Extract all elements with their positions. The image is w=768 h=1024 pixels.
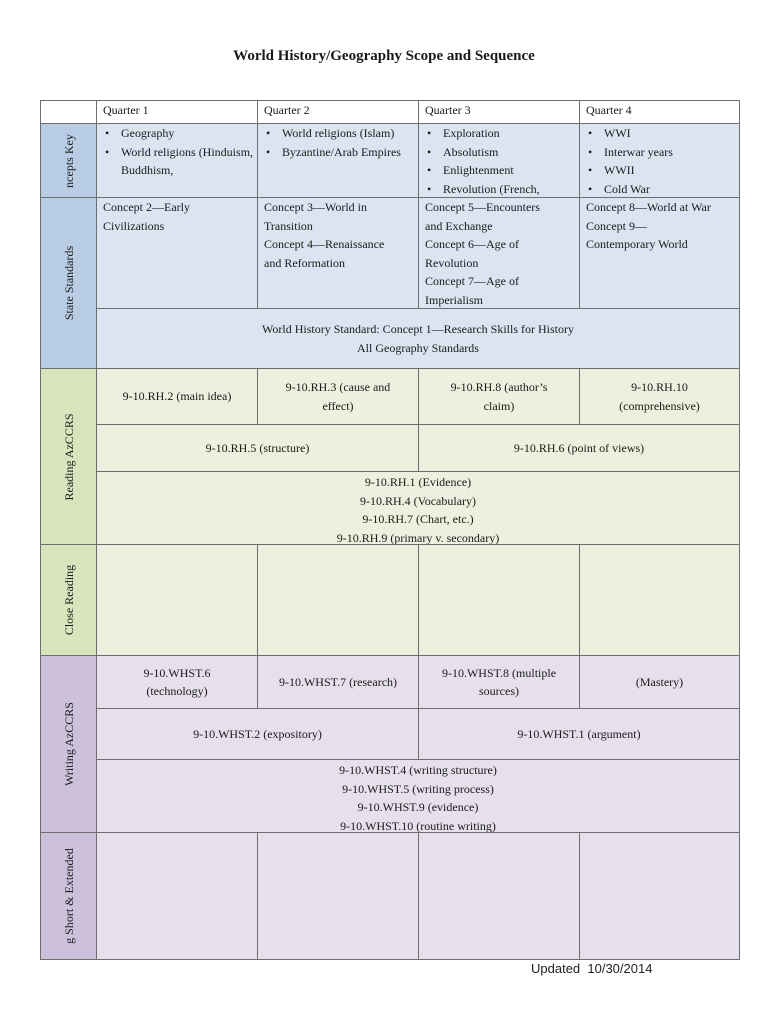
state-standards-q1 bbox=[96, 197, 258, 309]
writing-q3 bbox=[418, 655, 580, 709]
key-concepts-q3 bbox=[418, 123, 580, 198]
reading-semester-2 bbox=[418, 424, 740, 472]
line: and Exchange bbox=[425, 218, 493, 233]
page-title: World History/Geography Scope and Sequence bbox=[233, 48, 535, 64]
line: 9-10.RH.4 (Vocabulary) bbox=[359, 493, 477, 508]
line: Concept 2—Early bbox=[103, 200, 190, 214]
header-quarter-3: Quarter 3 bbox=[418, 100, 580, 124]
state-standards-all-year bbox=[96, 308, 740, 369]
key-concepts-q2 bbox=[257, 123, 419, 198]
list-item: • Byzantine/Arab Empires bbox=[258, 143, 418, 162]
line: (technology) bbox=[146, 684, 208, 698]
row-label-text: g Short & Extended bbox=[61, 848, 76, 944]
header-quarter-4: Quarter 4 bbox=[579, 100, 740, 124]
line: Concept 5—Encounters bbox=[425, 200, 540, 214]
row-label-close-reading bbox=[40, 544, 97, 656]
line: Contemporary World bbox=[586, 237, 688, 251]
header-quarter-1: Quarter 1 bbox=[96, 100, 258, 124]
reading-q1 bbox=[96, 368, 258, 425]
line: 9-10.WHST.2 (expository) bbox=[193, 726, 322, 741]
writing-all-year bbox=[96, 759, 740, 833]
line: Concept 6—Age of bbox=[425, 237, 519, 251]
list-item: • World religions (Islam) bbox=[258, 124, 418, 143]
line: 9-10.WHST.1 (argument) bbox=[517, 726, 641, 741]
list-item: • Enlightenment bbox=[419, 161, 579, 180]
row-label-text: Close Reading bbox=[61, 564, 76, 636]
row-label-state-standards bbox=[40, 197, 97, 369]
line: Concept 7—Age of bbox=[425, 274, 519, 288]
row-label-text: Writing AzCCRS bbox=[61, 702, 76, 786]
row-label-text: State Standards bbox=[61, 245, 76, 321]
line: Civilizations bbox=[103, 218, 165, 233]
header-corner-cell bbox=[40, 100, 97, 124]
row-label-writing bbox=[40, 655, 97, 833]
line: (comprehensive) bbox=[619, 398, 700, 413]
updated-date: Updated 10/30/2014 bbox=[531, 961, 653, 976]
row-label-short-extended bbox=[40, 832, 97, 960]
row-label-text: Reading AzCCRS bbox=[61, 412, 76, 501]
list-item: • World religions (Hinduism, Buddhism, bbox=[97, 143, 257, 180]
line: Concept 3—World in bbox=[264, 200, 368, 214]
line: 9-10.RH.6 (point of views) bbox=[513, 440, 645, 455]
close-reading-q1 bbox=[96, 544, 258, 656]
close-reading-q2 bbox=[257, 544, 419, 656]
line: Imperialism bbox=[425, 292, 483, 307]
list-item: • Geography bbox=[97, 124, 257, 143]
reading-semester-1 bbox=[96, 424, 419, 472]
scope-sequence-table bbox=[40, 100, 740, 960]
reading-q3 bbox=[418, 368, 580, 425]
short-extended-q1 bbox=[96, 832, 258, 960]
reading-q2 bbox=[257, 368, 419, 425]
short-extended-q4 bbox=[579, 832, 740, 960]
line: All Geography Standards bbox=[357, 340, 479, 355]
line: Concept 9— bbox=[586, 218, 647, 233]
reading-q4 bbox=[579, 368, 740, 425]
list-item: • Revolution (French, bbox=[419, 180, 579, 199]
line: Concept 4—Renaissance bbox=[264, 237, 385, 251]
line: 9-10.RH.2 (main idea) bbox=[122, 389, 232, 404]
line: and Reformation bbox=[264, 255, 345, 270]
line: 9-10.RH.1 (Evidence) bbox=[364, 475, 472, 489]
state-standards-q4 bbox=[579, 197, 740, 309]
line: 9-10.WHST.10 (routine writing) bbox=[340, 818, 496, 833]
line: 9-10.WHST.6 bbox=[143, 665, 211, 680]
line: claim) bbox=[483, 398, 515, 413]
line: 9-10.RH.7 (Chart, etc.) bbox=[362, 512, 474, 526]
line: (Mastery) bbox=[635, 674, 684, 689]
list-item: • Interwar years bbox=[580, 143, 739, 162]
line: 9-10.RH.3 (cause and bbox=[285, 380, 391, 394]
line: effect) bbox=[322, 398, 354, 413]
list-item: • WWI bbox=[580, 124, 739, 143]
list-item: • WWII bbox=[580, 161, 739, 180]
line: 9-10.WHST.4 (writing structure) bbox=[339, 763, 497, 777]
row-label-text: ncepts Key bbox=[61, 133, 76, 188]
row-label-key-concepts bbox=[40, 123, 97, 198]
line: 9-10.RH.9 (primary v. secondary) bbox=[336, 530, 500, 545]
line: 9-10.RH.8 (author’s bbox=[450, 380, 548, 394]
line: World History Standard: Concept 1—Research Skills for History bbox=[262, 322, 574, 336]
key-concepts-q1 bbox=[96, 123, 258, 198]
line: Transition bbox=[264, 218, 313, 233]
list-item: • Exploration bbox=[419, 124, 579, 143]
list-item: • Absolutism bbox=[419, 143, 579, 162]
reading-all-year bbox=[96, 471, 740, 545]
short-extended-q3 bbox=[418, 832, 580, 960]
key-concepts-q4 bbox=[579, 123, 740, 198]
line: 9-10.RH.10 bbox=[631, 380, 688, 394]
line: 9-10.WHST.9 (evidence) bbox=[357, 800, 479, 814]
writing-semester-1 bbox=[96, 708, 419, 760]
close-reading-q3 bbox=[418, 544, 580, 656]
writing-q1 bbox=[96, 655, 258, 709]
short-extended-q2 bbox=[257, 832, 419, 960]
writing-q4 bbox=[579, 655, 740, 709]
line: 9-10.WHST.8 (multiple bbox=[441, 665, 557, 680]
line: Concept 8—World at War bbox=[586, 200, 711, 214]
line: sources) bbox=[479, 684, 519, 698]
writing-semester-2 bbox=[418, 708, 740, 760]
writing-q2 bbox=[257, 655, 419, 709]
state-standards-q2 bbox=[257, 197, 419, 309]
line: Revolution bbox=[425, 255, 479, 270]
header-quarter-2: Quarter 2 bbox=[257, 100, 419, 124]
line: 9-10.WHST.5 (writing process) bbox=[342, 781, 494, 796]
close-reading-q4 bbox=[579, 544, 740, 656]
line: 9-10.WHST.7 (research) bbox=[278, 674, 398, 689]
list-item: • Cold War bbox=[580, 180, 739, 199]
row-label-reading bbox=[40, 368, 97, 545]
line: 9-10.RH.5 (structure) bbox=[205, 440, 310, 455]
state-standards-q3 bbox=[418, 197, 580, 309]
